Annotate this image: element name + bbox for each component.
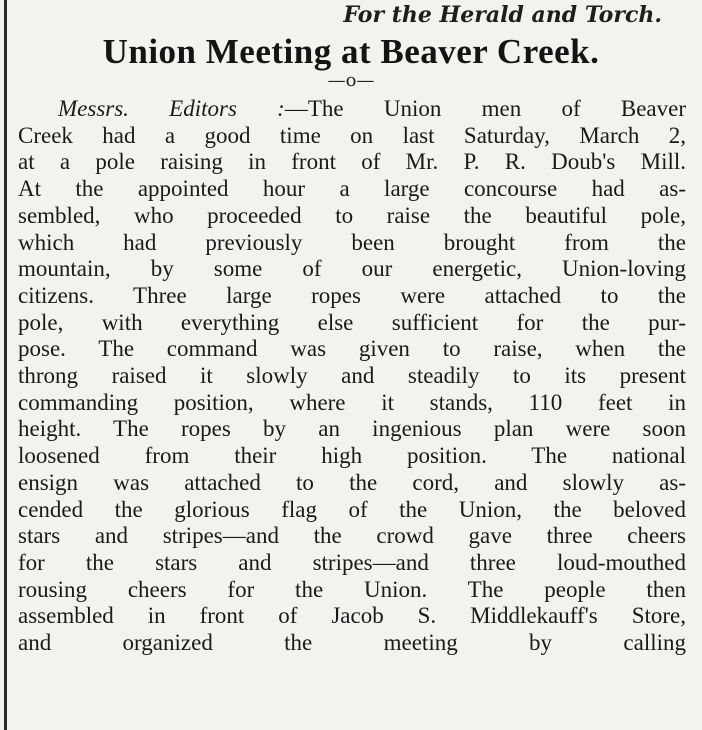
body-line-text: —The Union men of Beaver [284, 96, 686, 121]
source-line: For the Herald and Torch. [343, 2, 662, 28]
salutation: Messrs. Editors : [58, 96, 285, 121]
article-body [18, 96, 686, 657]
body-line: stars and stripes—and the crowd gave three cheers [18, 523, 686, 549]
body-line: rousing cheers for the Union. The people then [18, 576, 686, 602]
body-line: assembled in front of Jacob S. Middlekauff's Store, [18, 603, 686, 629]
body-line: sembled, who proceeded to raise the beautiful pole, [18, 202, 686, 228]
body-line: commanding position, where it stands, 110 feet in [18, 389, 686, 415]
body-line: height. The ropes by an ingenious plan were soon [18, 416, 686, 442]
body-line: Creek had a good time on last Saturday, March 2, [18, 122, 686, 148]
body-line: throng raised it slowly and steadily to its present [18, 363, 686, 389]
body-line: citizens. Three large ropes were attached to the [18, 282, 686, 308]
column-rule [4, 0, 7, 730]
body-line: cended the glorious flag of the Union, the beloved [18, 496, 686, 522]
body-line: pole, with everything else sufficient for the pur- [18, 309, 686, 335]
body-line: mountain, by some of our energetic, Union-loving [18, 256, 686, 282]
body-line: for the stars and stripes—and three loud-mouthed [18, 549, 686, 575]
body-line: loosened from their high position. The national [18, 443, 686, 469]
body-line: ensign was attached to the cord, and slowly as- [18, 469, 686, 495]
body-line: at a pole raising in front of Mr. P. R. Doub's Mill. [18, 149, 686, 175]
section-divider: —o— [327, 70, 375, 91]
body-line: which had previously been brought from the [18, 229, 686, 255]
body-line: At the appointed hour a large concourse had as- [18, 176, 686, 202]
article-headline: Union Meeting at Beaver Creek. [102, 32, 600, 71]
body-line [18, 96, 686, 123]
body-line: pose. The command was given to raise, when the [18, 336, 686, 362]
body-line: and organized the meeting by calling [18, 630, 686, 656]
